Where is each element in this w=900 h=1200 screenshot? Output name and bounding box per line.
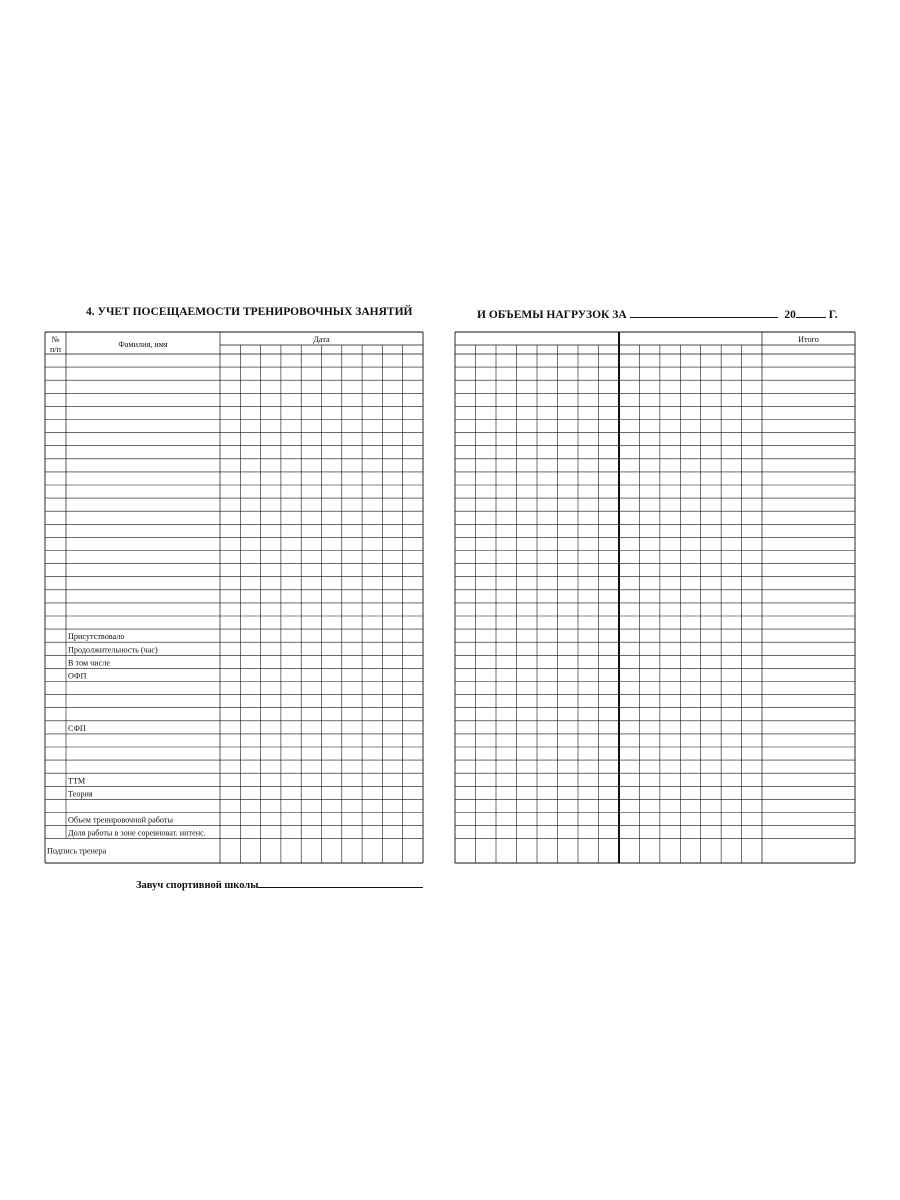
title-suffix: Г. bbox=[828, 309, 838, 321]
signature-label: Подпись тренера bbox=[47, 846, 107, 856]
title-prefix: И ОБЪЕМЫ НАГРУЗОК ЗА bbox=[477, 309, 627, 321]
footer-signature-line bbox=[136, 877, 423, 891]
summary-row-label: Доля работы в зоне соревноват. интенс. bbox=[68, 828, 206, 838]
header-num-sub: п/п bbox=[49, 345, 62, 354]
summary-row-label: СФП bbox=[68, 723, 86, 733]
summary-row-label: ОФП bbox=[68, 671, 87, 681]
header-total: Итого bbox=[798, 335, 819, 344]
header-name: Фамилия, имя bbox=[118, 340, 168, 349]
header-date: Дата bbox=[313, 335, 330, 344]
footer-label: Завуч спортивной школы bbox=[136, 880, 259, 891]
summary-row-label: Теория bbox=[68, 789, 93, 799]
summary-row-label: Присутствовало bbox=[68, 632, 125, 642]
left-page-title: 4. УЧЕТ ПОСЕЩАЕМОСТИ ТРЕНИРОВОЧНЫХ ЗАНЯТИЙ bbox=[86, 306, 413, 318]
summary-row-label: Объем тренировочной работы bbox=[68, 815, 173, 825]
summary-row-label: ТТМ bbox=[68, 776, 86, 786]
title-year: 20 bbox=[784, 309, 796, 321]
summary-row-label: В том числе bbox=[68, 658, 110, 668]
footer-blank[interactable] bbox=[258, 877, 423, 888]
header-num: № bbox=[51, 335, 60, 344]
summary-row-label: Продолжительность (час) bbox=[68, 645, 158, 655]
